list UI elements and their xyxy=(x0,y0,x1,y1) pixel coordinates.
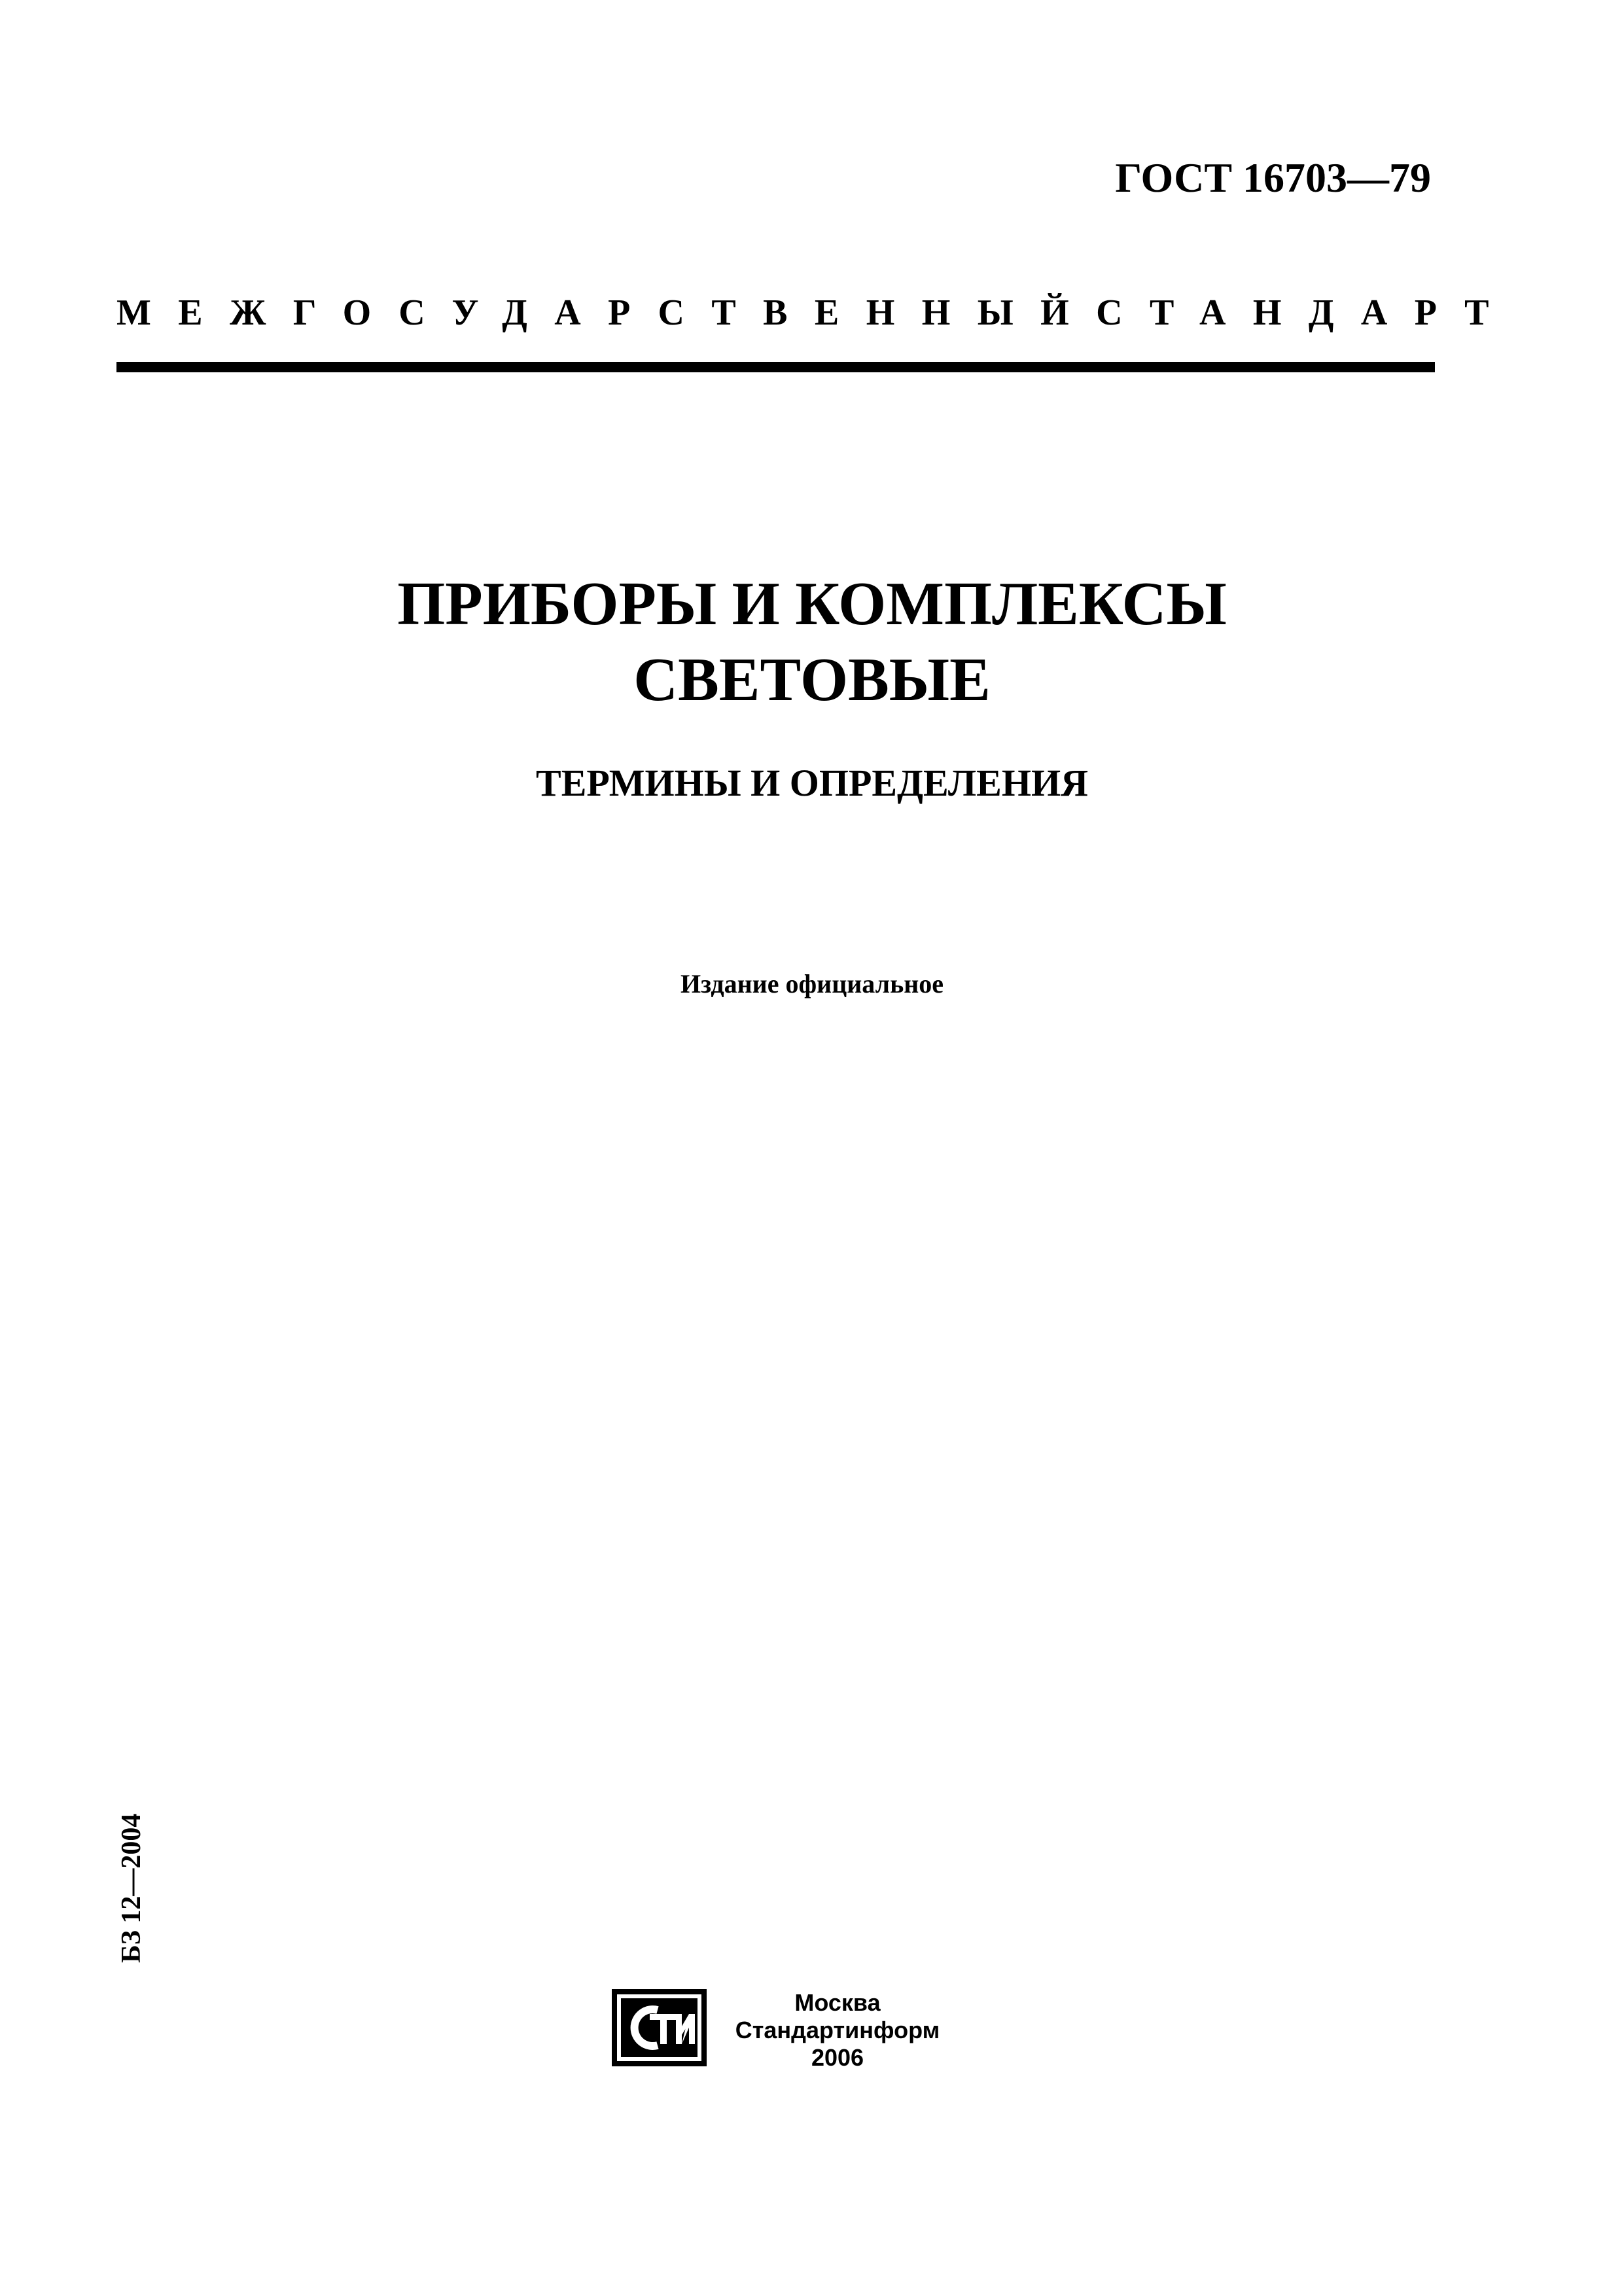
publisher-year: 2006 xyxy=(811,2044,864,2071)
header-rule xyxy=(116,362,1435,372)
publisher-name: Стандартинформ xyxy=(735,2017,940,2043)
document-subtitle: ТЕРМИНЫ И ОПРЕДЕЛЕНИЯ xyxy=(536,762,1088,804)
standard-category-header xyxy=(116,292,1516,333)
document-title xyxy=(0,566,1624,718)
category-word-standard: СТАНДАРТ xyxy=(1096,292,1516,333)
standard-designation: ГОСТ 16703—79 xyxy=(1115,154,1431,201)
side-code-text: БЗ 12—2004 xyxy=(116,1813,147,1963)
title-line-1: ПРИБОРЫ И КОМПЛЕКСЫ xyxy=(397,570,1227,638)
title-line-2: СВЕТОВЫЕ xyxy=(633,646,991,714)
publisher-block xyxy=(720,1989,955,2072)
category-word-interstate: МЕЖГОСУДАРСТВЕННЫЙ xyxy=(116,292,1097,333)
standartinform-logo-icon xyxy=(612,1989,707,2066)
edition-label: Издание официальное xyxy=(680,969,944,998)
publisher-city: Москва xyxy=(794,1989,881,2016)
